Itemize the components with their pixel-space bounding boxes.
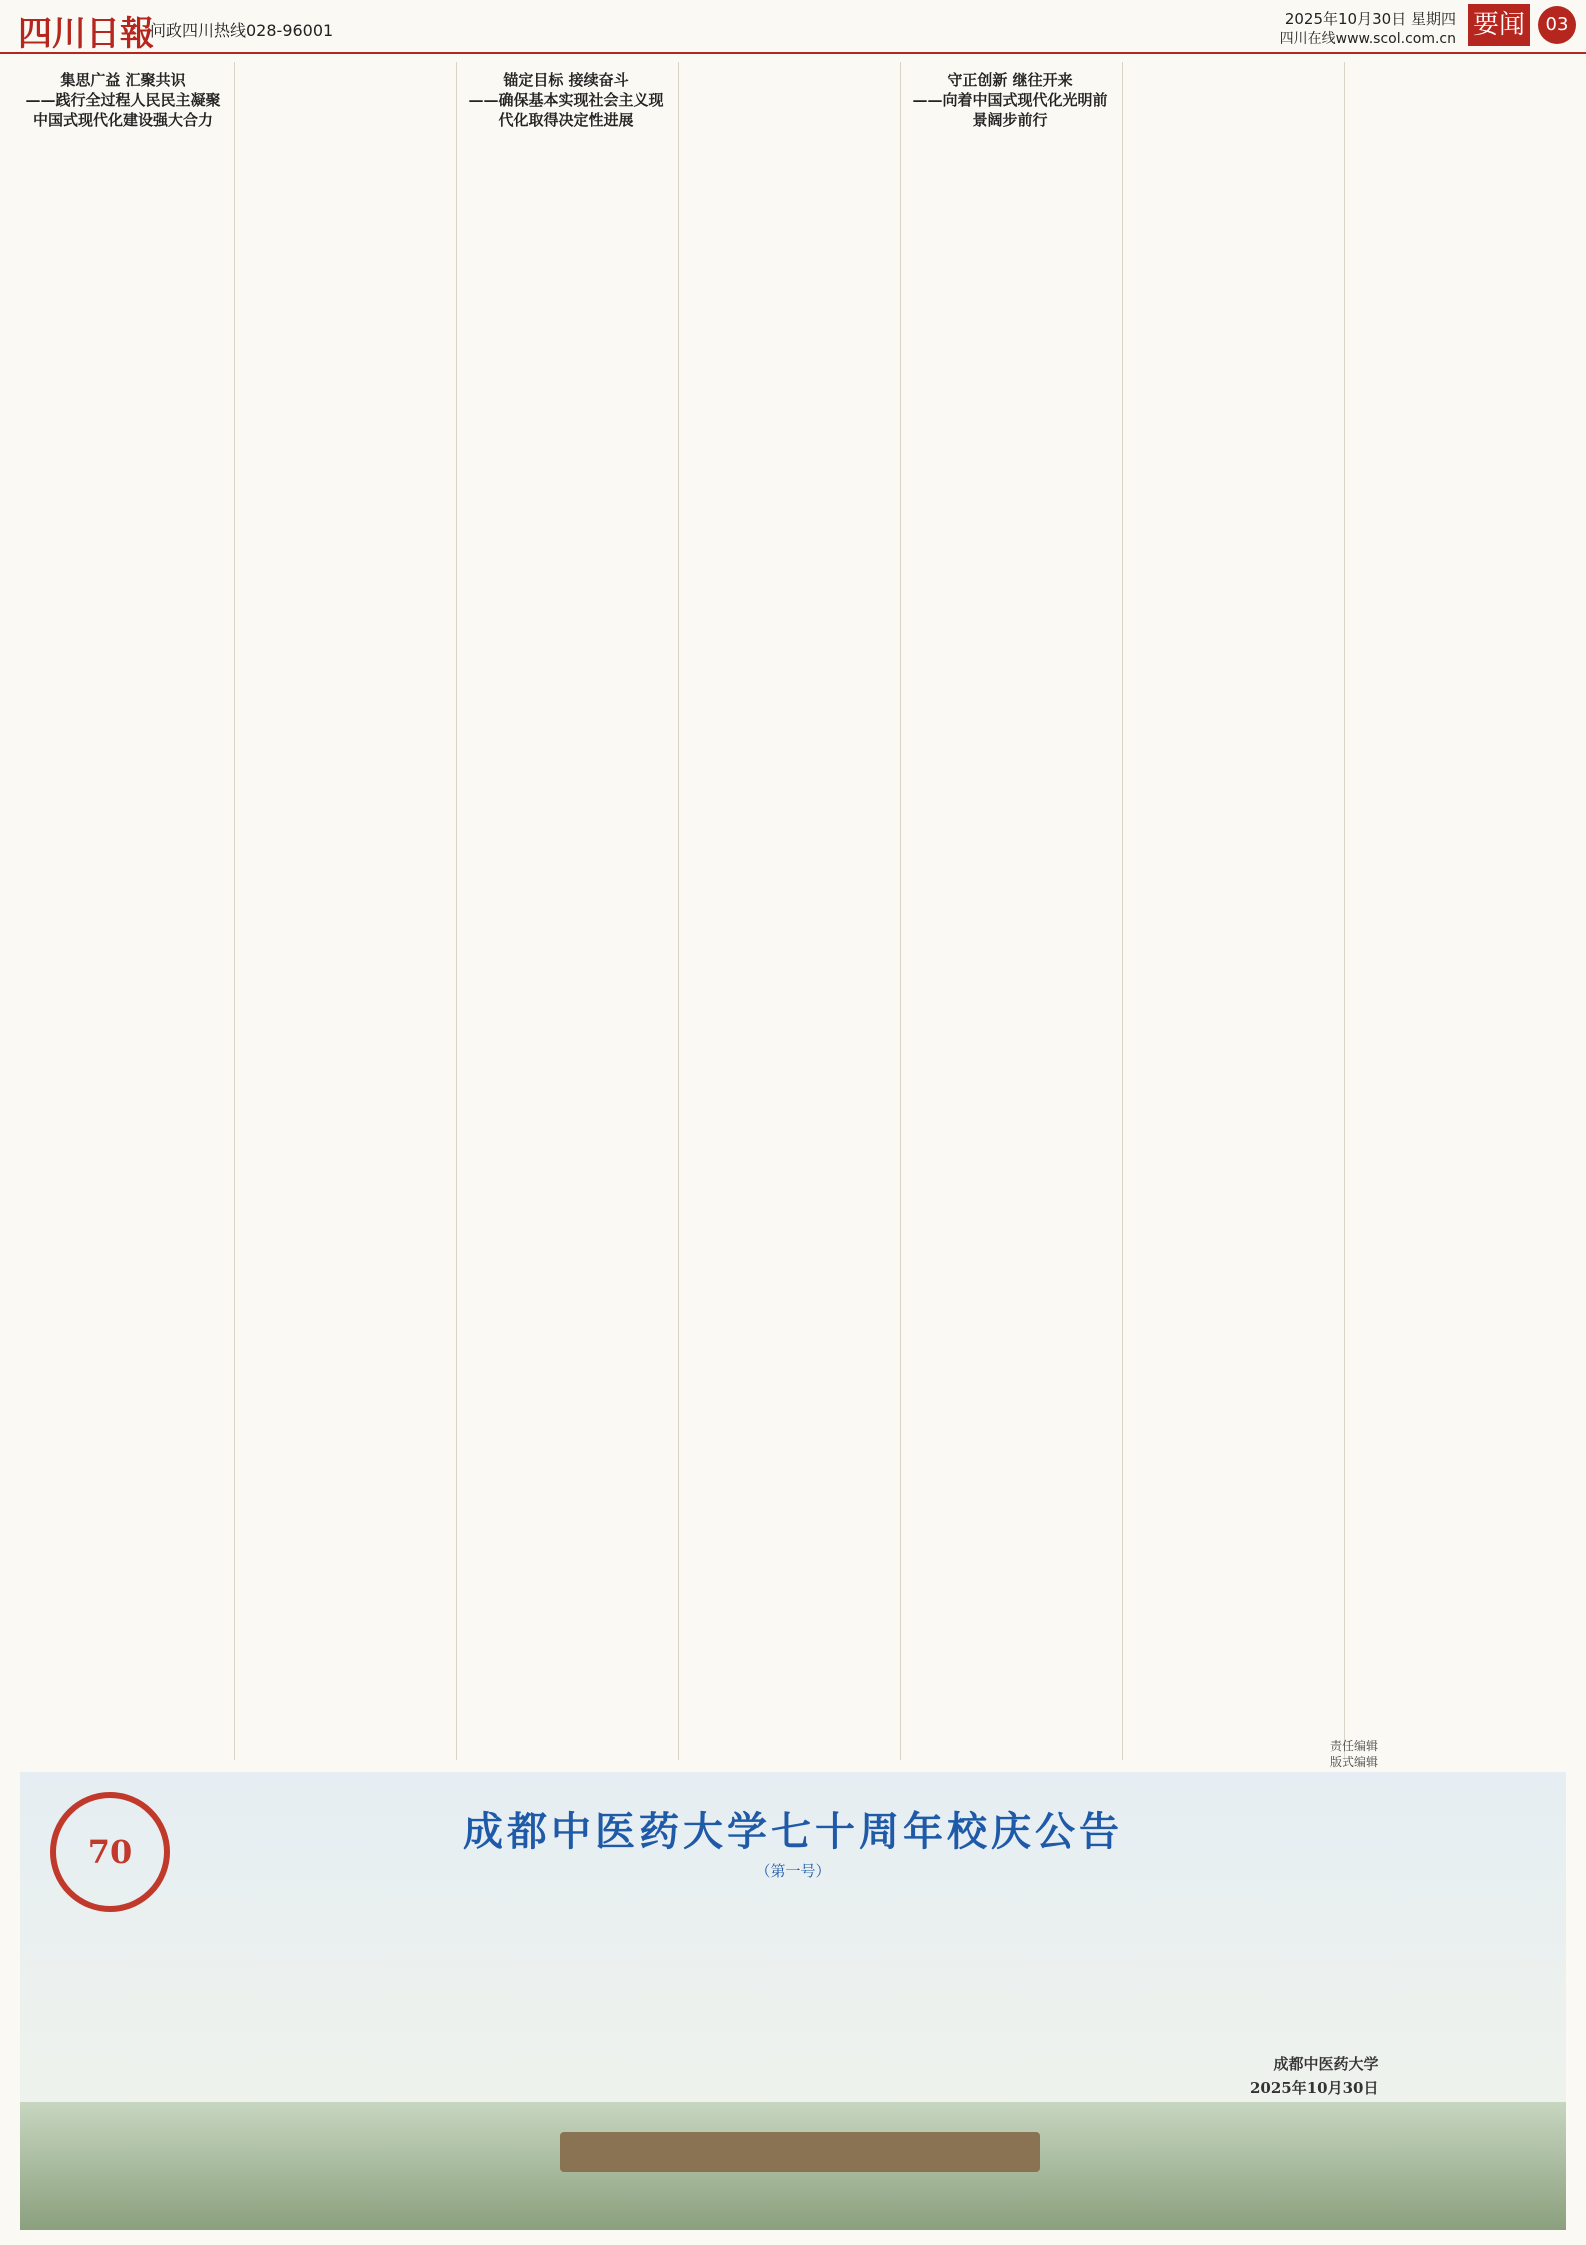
column-7: [1344, 62, 1567, 1760]
column-4: [678, 62, 897, 1760]
column-5: [900, 62, 1119, 1760]
page-number: 03: [1538, 6, 1576, 44]
column-1: [20, 62, 232, 1760]
hotline: 问政四川热线028-96001: [150, 21, 334, 40]
column-2: [234, 62, 453, 1760]
column-6: [1122, 62, 1341, 1760]
section-label: 要闻: [1468, 4, 1530, 46]
announcement-signature: 成都中医药大学 2025年10月30日: [1250, 2055, 1379, 2097]
announcement-body: [260, 1890, 1340, 2090]
masthead: [0, 0, 1586, 54]
subhead-3: 守正创新 继往开来 ——向着中国式现代化光明前景阔步前行: [912, 71, 1108, 129]
subhead-1: 集思广益 汇聚共识 ——践行全过程人民民主凝聚中国式现代化建设强大合力: [25, 71, 221, 129]
announcement-title: 成都中医药大学七十周年校庆公告: [463, 1808, 1123, 1855]
campus-gate-sign: [560, 2132, 1040, 2172]
website: 四川在线www.scol.com.cn: [1279, 31, 1456, 47]
campus-gate-photo: [20, 2102, 1566, 2230]
announcement-subtitle: （第一号）: [755, 1862, 831, 1880]
editor-credits: 责任编辑 版式编辑: [1330, 1739, 1379, 1769]
subhead-2: 锚定目标 接续奋斗 ——确保基本实现社会主义现代化取得决定性进展: [468, 71, 664, 129]
university-70-emblem: 70: [50, 1792, 170, 1912]
anniversary-announcement: [20, 1772, 1566, 2230]
column-3: [456, 62, 675, 1760]
issue-date: 2025年10月30日 星期四: [1284, 10, 1456, 28]
newspaper-logo: 四川日報: [18, 14, 154, 54]
article-columns: [20, 62, 1566, 1760]
